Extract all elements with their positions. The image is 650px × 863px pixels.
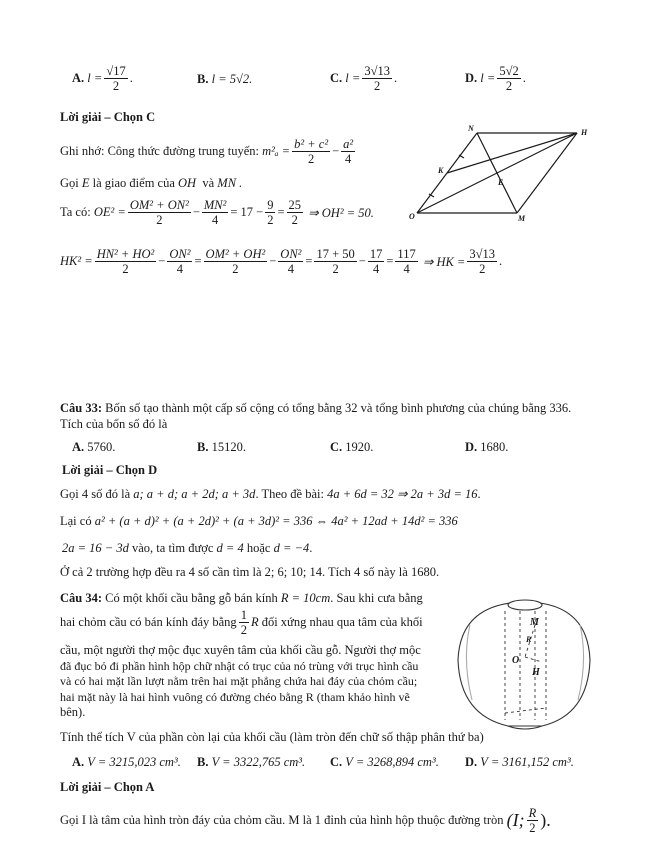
q33-solution-line3 xyxy=(62,541,312,556)
q33-option-b xyxy=(197,440,246,455)
numerator: 17 + 50 xyxy=(316,247,355,261)
denominator: 4 xyxy=(212,213,219,228)
math: HK² = xyxy=(60,254,93,269)
math: − xyxy=(332,144,340,159)
denominator: 2 xyxy=(156,213,163,228)
option-letter: A. xyxy=(72,440,85,454)
denominator: 4 xyxy=(403,262,410,277)
denominator: 4 xyxy=(345,152,352,167)
fraction xyxy=(278,247,303,277)
q32-option-d xyxy=(465,64,526,94)
option-letter: B. xyxy=(197,72,209,86)
q34-solution-heading: Lời giải – Chọn A xyxy=(60,780,155,794)
question-text: Bốn số tạo thành một cấp số cộng có tổng bằng 32 và tổng bình phương của chúng bằng 336. xyxy=(105,401,572,415)
parallelogram-figure xyxy=(400,125,600,225)
option-math: l = 5√2. xyxy=(211,72,253,86)
text: Ở cả 2 trường hợp đều ra 4 số cần tìm là xyxy=(60,565,262,579)
math: d = −4 xyxy=(273,541,310,555)
option-math: l = xyxy=(87,71,103,86)
fraction xyxy=(239,608,249,638)
math: m²ₐ = xyxy=(262,144,291,159)
numerator: 3√13 xyxy=(364,64,390,78)
math: a; a + d; a + 2d; a + 3d xyxy=(133,486,256,501)
math: = xyxy=(194,254,202,269)
denominator: 2 xyxy=(529,821,536,836)
numerator: ON² xyxy=(169,247,191,261)
text-line: và có hai mặt lần lượt nằm trên hai mặt phẳng chứa hai đáy của chỏm cầu; xyxy=(60,674,418,688)
q33-stem-line1 xyxy=(60,401,571,416)
option-math: l = xyxy=(345,71,361,86)
label-r: R xyxy=(526,635,532,644)
top-cap xyxy=(508,600,542,610)
option-value: 5760. xyxy=(87,440,116,454)
denominator: 2 xyxy=(307,152,315,167)
label-m: M xyxy=(530,617,539,628)
q34-option-c xyxy=(330,755,439,770)
numerator: MN² xyxy=(203,198,227,212)
q34-stem-line2 xyxy=(60,608,423,638)
q32-solution-heading: Lời giải – Chọn C xyxy=(60,110,156,124)
text: Gọi I là tâm của hình tròn đáy của chỏm cầu. M là 1 đỉnh của hình hộp thuộc đường tròn xyxy=(60,813,504,828)
question-label: Câu 34: xyxy=(60,591,103,605)
q32-option-a xyxy=(72,64,133,94)
fraction xyxy=(128,198,191,228)
text: Có một khối cầu bằng gỗ bán kính xyxy=(105,591,278,605)
fraction xyxy=(202,198,229,228)
q33-stem-line2: Tích của bốn số đó là xyxy=(60,417,168,431)
q33-solution-line4 xyxy=(60,565,439,580)
numerator: 9 xyxy=(267,198,274,212)
text: Gọi 4 số đó là xyxy=(60,486,131,501)
text: hai chỏm cầu có bán kính đáy bằng xyxy=(60,615,237,630)
option-letter: A. xyxy=(72,755,85,769)
option-letter: B. xyxy=(197,755,209,769)
label-h: H xyxy=(581,128,588,137)
text-line: đã đục bỏ đi phần hình hộp chữ nhật có trục của nó trùng với trục hình cầu xyxy=(60,658,419,673)
fraction xyxy=(104,64,127,94)
math: R xyxy=(250,615,259,630)
punct: . xyxy=(499,254,503,269)
denominator: 2 xyxy=(112,79,120,94)
denominator: 2 xyxy=(479,262,486,277)
q34-ask: Tính thể tích V của phần còn lại của khối cầu (làm tròn đến chữ số thập phân thứ ba) xyxy=(60,730,484,744)
sphere-figure xyxy=(450,595,600,735)
punct: . xyxy=(477,486,481,501)
note-text: Ghi nhớ: Công thức đường trung tuyến: xyxy=(60,144,259,159)
numerator: R xyxy=(528,806,537,820)
edge-hm xyxy=(517,133,577,213)
fraction xyxy=(95,247,157,277)
option-math: l = xyxy=(480,71,496,86)
numerator: 25 xyxy=(288,198,302,212)
math: OE² = xyxy=(93,205,126,220)
numerator: 117 xyxy=(397,247,416,261)
q33-option-a xyxy=(72,440,115,455)
math: 2; 6; 10; 14 xyxy=(264,565,322,579)
math: R = 10cm xyxy=(280,591,331,605)
text: Gọi xyxy=(60,176,79,190)
text: Ta có: xyxy=(60,205,91,220)
fraction xyxy=(527,806,539,836)
option-letter: C. xyxy=(330,71,343,86)
math: d = 4 xyxy=(216,541,244,555)
denominator: 4 xyxy=(176,262,184,277)
numerator: 3√13 xyxy=(469,247,495,261)
fraction xyxy=(395,247,417,277)
math: (I; xyxy=(506,810,525,831)
math: a² + (a + d)² + (a + 2d)² + (a + 3d)² = 336 ⇔ 4a² + 12ad + 14d² = 336 xyxy=(94,514,458,528)
text: Lại có xyxy=(60,514,92,528)
numerator: 17 xyxy=(369,247,383,261)
q33-option-d xyxy=(465,440,508,455)
q34-stem-paragraph xyxy=(60,643,455,721)
denominator: 2 xyxy=(332,262,339,277)
math: = xyxy=(277,205,285,220)
text-line: bên). xyxy=(60,705,86,719)
numerator: √17 xyxy=(106,64,126,78)
numerator: 5√2 xyxy=(499,64,519,78)
label-e: E xyxy=(498,178,504,187)
option-value: V = 3322,765 cm³. xyxy=(211,755,306,769)
q34-option-d xyxy=(465,755,574,770)
denominator: 4 xyxy=(287,262,294,277)
hk-equation xyxy=(60,247,502,277)
sphere-outline xyxy=(458,603,590,726)
numerator: OM² + ON² xyxy=(129,198,189,212)
oh-segment xyxy=(525,657,542,662)
oe-equation xyxy=(60,198,374,228)
option-value: 1680. xyxy=(480,440,509,454)
punct: . xyxy=(522,71,526,86)
q32-option-c xyxy=(330,64,397,94)
q33-solution-line2 xyxy=(60,514,458,529)
text: . Tích 4 số này là 1680. xyxy=(321,565,440,579)
text-line: hai mặt này là hai hình vuông có đường chéo bằng R (tham khảo hình vẽ xyxy=(60,689,410,704)
math: E xyxy=(81,176,90,190)
denominator: 2 xyxy=(267,213,274,228)
q33-option-c xyxy=(330,440,373,455)
denominator: 2 xyxy=(291,213,298,228)
option-letter: D. xyxy=(465,71,478,86)
fraction xyxy=(167,247,192,277)
fraction xyxy=(314,247,356,277)
math: = 17 − xyxy=(230,205,264,220)
denominator: 2 xyxy=(122,262,129,277)
math: − xyxy=(158,254,166,269)
text: . Sau khi cưa bằng xyxy=(330,591,423,605)
math: = xyxy=(305,254,313,269)
q34-stem-line1 xyxy=(60,591,423,606)
option-value: 15120. xyxy=(211,440,246,454)
label-o: O xyxy=(512,655,520,666)
numerator: ON² xyxy=(280,247,302,261)
fraction xyxy=(368,247,385,277)
denominator: 2 xyxy=(374,79,381,94)
label-n: N xyxy=(468,125,474,133)
box-edge xyxy=(505,708,546,713)
math: = xyxy=(386,254,394,269)
denominator: 2 xyxy=(240,623,247,638)
math: − xyxy=(358,254,366,269)
math: 4a + 6d = 32 ⇒ 2a + 3d = 16 xyxy=(327,487,478,501)
punct: . xyxy=(309,541,313,555)
option-letter: C. xyxy=(330,440,343,454)
q34-solution-line1 xyxy=(60,806,551,836)
punct: . xyxy=(129,71,133,86)
fraction xyxy=(292,137,330,167)
option-letter: C. xyxy=(330,755,343,769)
label-h: H xyxy=(532,667,540,678)
numerator: HN² + HO² xyxy=(96,247,155,261)
text: hoặc xyxy=(246,541,271,555)
math: ⇒ HK = xyxy=(422,254,466,269)
define-e-line xyxy=(60,176,242,191)
fraction xyxy=(467,247,497,277)
denominator: 4 xyxy=(372,262,380,277)
option-value: V = 3161,152 cm³. xyxy=(480,755,574,769)
numerator: 1 xyxy=(240,608,247,622)
text: đối xứng nhau qua tâm của khối xyxy=(261,615,423,630)
q34-option-b xyxy=(197,755,305,770)
label-o: O xyxy=(409,212,415,221)
fraction xyxy=(287,198,304,228)
q33-solution-heading: Lời giải – Chọn D xyxy=(62,463,158,477)
q33-solution-line1 xyxy=(60,486,481,502)
math: − xyxy=(192,205,200,220)
math: OH xyxy=(178,176,197,190)
text: là giao điểm của xyxy=(92,176,175,190)
math: 2a = 16 − 3d xyxy=(62,541,129,555)
shading-line xyxy=(578,625,584,700)
segment-kh xyxy=(447,133,577,173)
label-k: K xyxy=(438,166,444,175)
math: MN . xyxy=(217,176,243,190)
denominator: 2 xyxy=(505,79,513,94)
option-letter: B. xyxy=(197,440,209,454)
denominator: 2 xyxy=(232,262,239,277)
fraction xyxy=(341,137,355,167)
shading-line xyxy=(466,625,472,700)
text: vào, ta tìm được xyxy=(132,541,214,555)
fraction xyxy=(265,198,275,228)
numerator: a² xyxy=(343,137,354,151)
option-letter: D. xyxy=(465,755,478,769)
option-letter: D. xyxy=(465,440,478,454)
option-value: V = 3268,894 cm³. xyxy=(345,755,439,769)
text-line: cầu, một người thợ mộc đục xuyên tâm của khối cầu gỗ. Người thợ mộc xyxy=(60,643,421,657)
label-m: M xyxy=(518,214,526,223)
fraction xyxy=(204,247,268,277)
text: và xyxy=(202,176,215,190)
option-value: V = 3215,023 cm³. xyxy=(87,755,181,769)
math: − xyxy=(269,254,277,269)
option-value: 1920. xyxy=(345,440,374,454)
math: ⇒ OH² = 50. xyxy=(308,205,374,220)
option-letter: A. xyxy=(72,71,85,86)
q32-option-b xyxy=(197,72,252,87)
numerator: OM² + OH² xyxy=(205,247,266,261)
punct: . xyxy=(393,71,398,86)
fraction xyxy=(362,64,392,94)
text: . Theo đề bài: xyxy=(255,486,324,501)
fraction xyxy=(497,64,520,94)
median-formula-note xyxy=(60,137,357,167)
math: ). xyxy=(540,810,551,831)
q34-option-a xyxy=(72,755,181,770)
numerator: b² + c² xyxy=(294,137,329,151)
question-label: Câu 33: xyxy=(60,401,103,415)
